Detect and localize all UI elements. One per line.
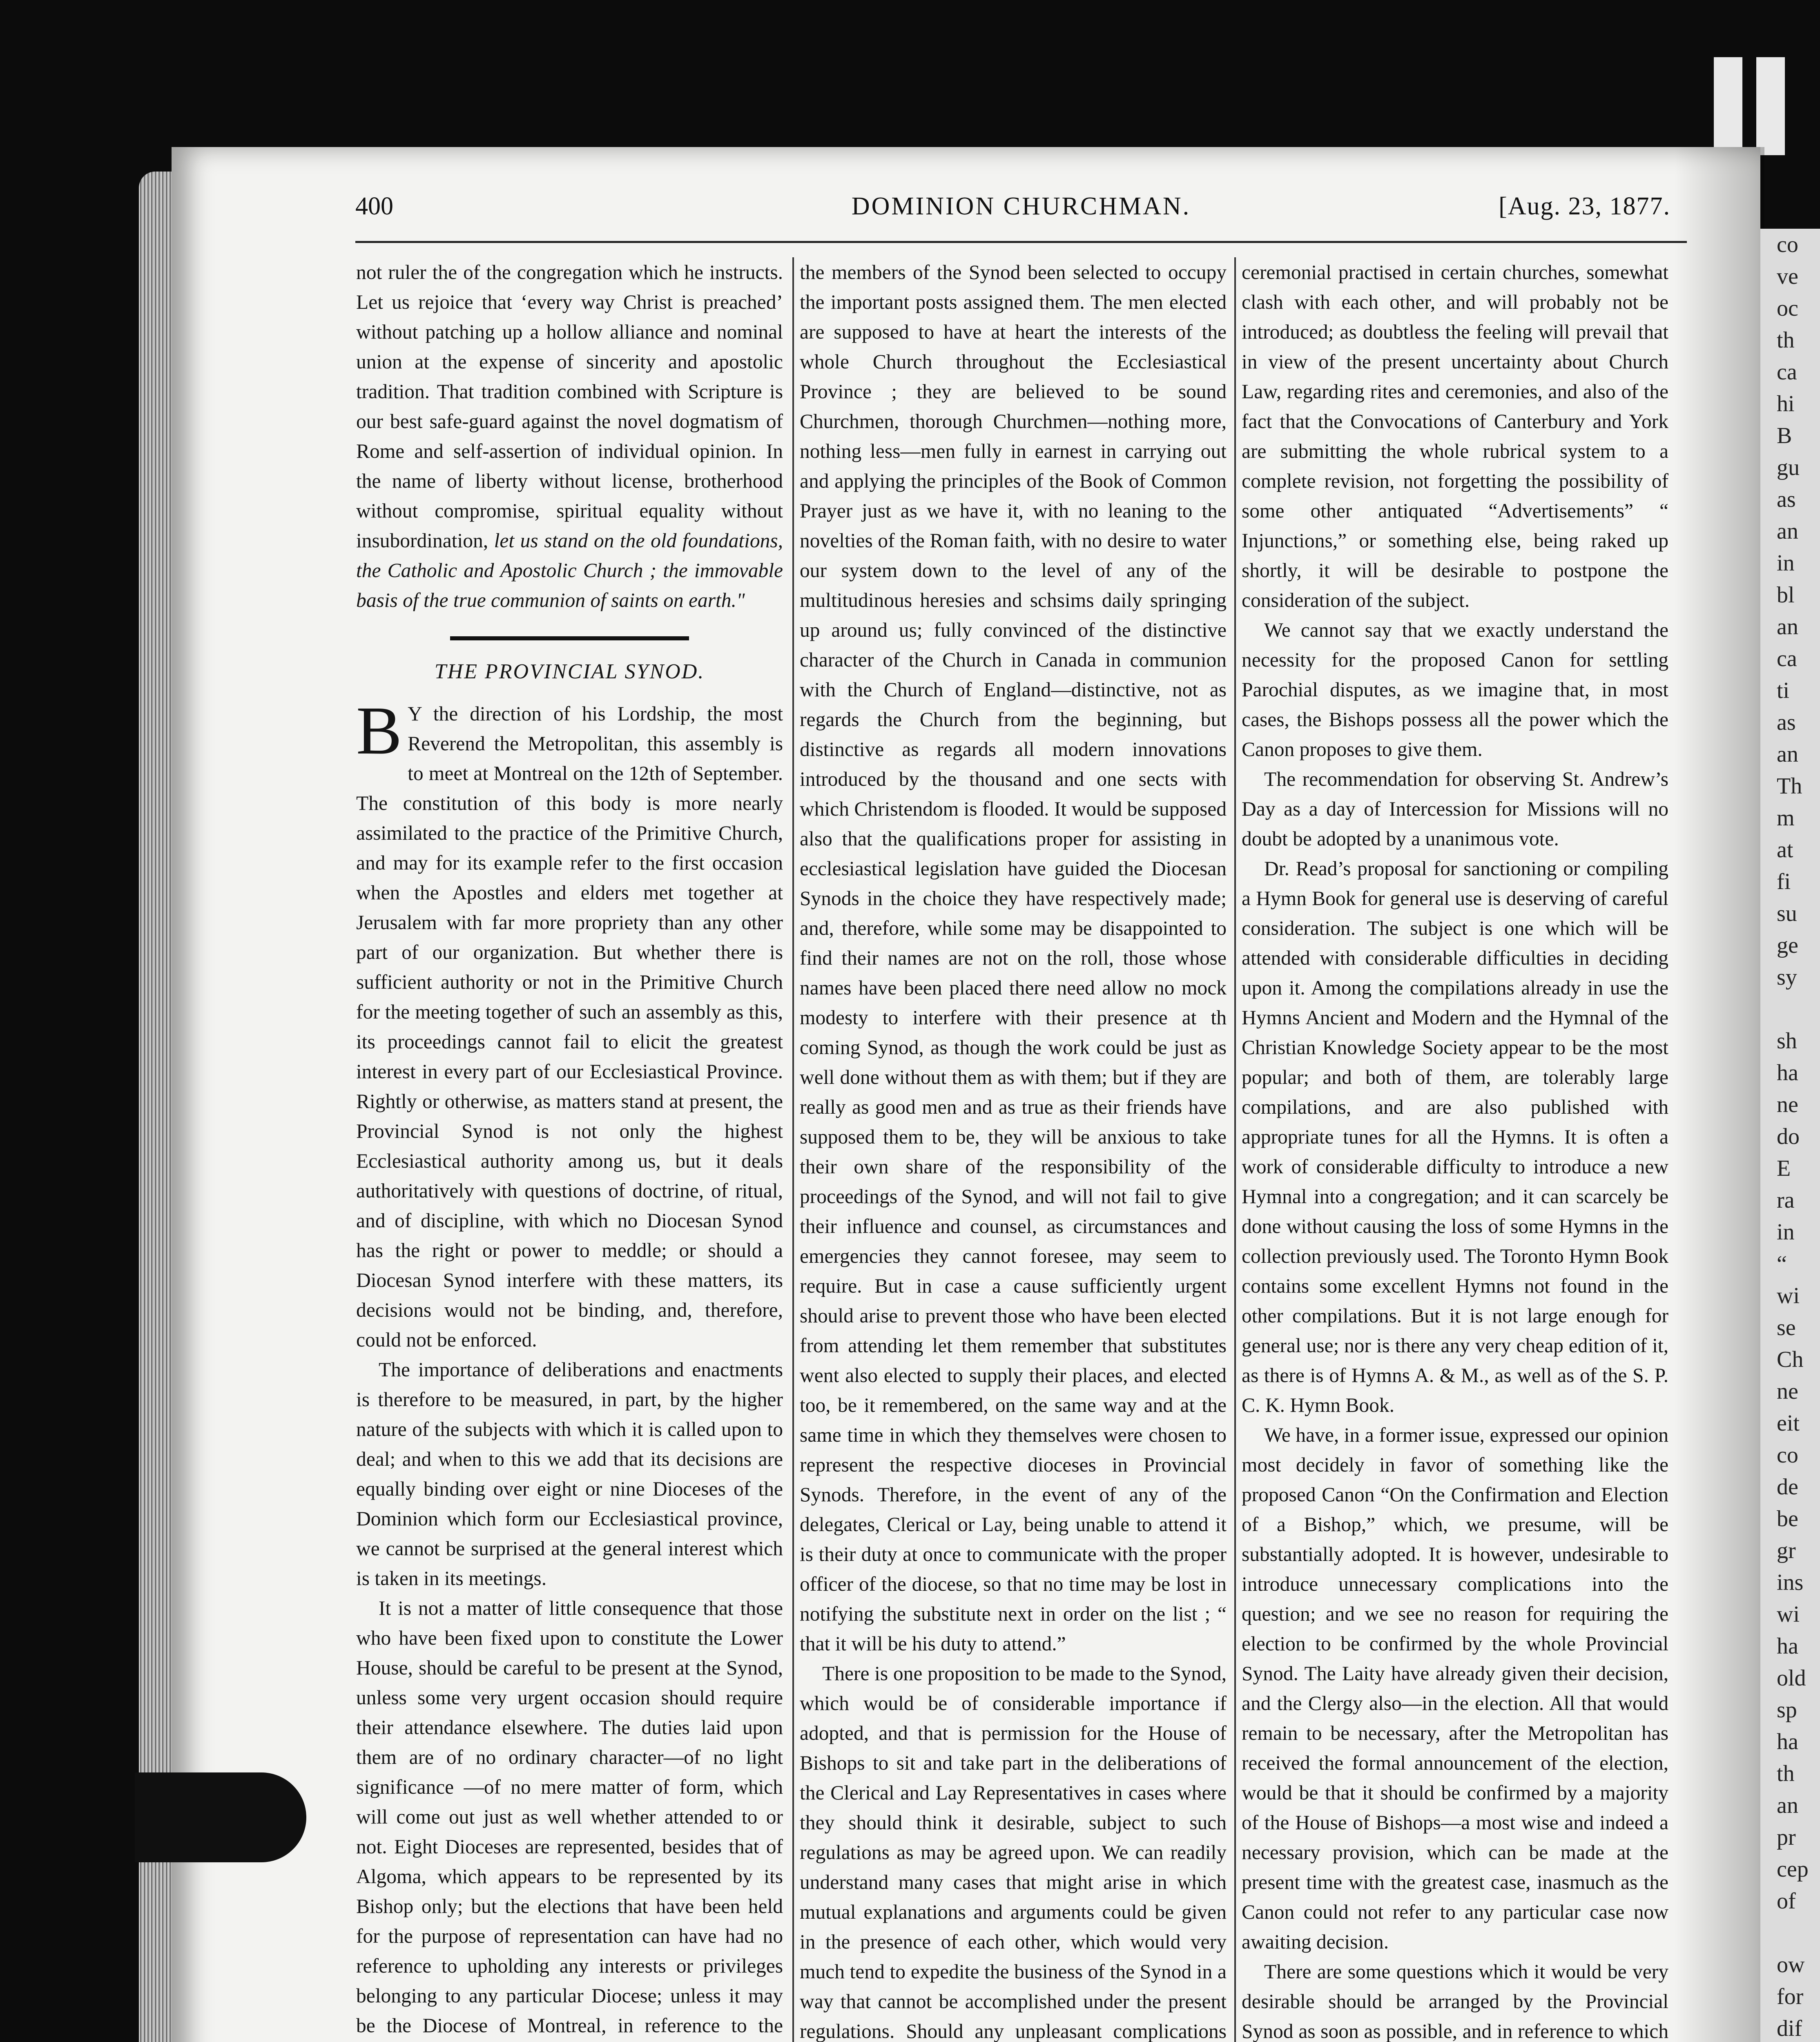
article-paragraph: The recommendation for observing St. Andrew’s Day as a day of Intercession for Missions will no doubt be adopted by a unanimous vote. [1242,768,1668,850]
column-divider [1234,257,1236,2042]
adjacent-page-fragment: of [1777,1888,1796,1914]
adjacent-page-fragment: se [1777,1315,1796,1340]
article-paragraph: The importance of deliberations and enactments is therefore to be measured, in part, by the higher nature of the subjects with which it is called upon to deal; and when to this we add that its decisions are equally binding over eight or nine Dioceses of the Dominion which form our Ecclesiastical province, we cannot be surprised at the general interest which is taken in its meetings. [356,1358,783,1589]
article-paragraph: There is one proposition to be made to the Synod, which would be of considerable importance if adopted, and that is permission for the House of Bishops to sit and take part in the deliberations of the Clerical and Lay Representatives in cases where they should think it desirable, subject to such regulations as may be agreed upon. We can readily understand many cases that might arise in which mutual explanations and arguments could be given in the presence of each other, which would very much tend to expedite the business of the Synod in a way that cannot be accomplished under the present regulations. Should any unpleasant complications [800,1662,1227,2042]
adjacent-page-fragment: in [1777,551,1795,576]
article-paragraph: Dr. Read’s proposal for sanctioning or compiling a Hymn Book for general use is deserving of careful consideration. The subject is one which will be attended with considerable difficulties in deciding upon it. Among the compilations already in use the Hymns Ancient and Modern and the Hymnal of the Christian Knowledge Society appear to be the most popular; and both of them, are tolerably large compilations, and are also published with appropriate tunes for all the Hymns. It is often a work of considerable difficulty to introduce a new Hymnal into a congregation; and it can scarcely be done without causing the loss of some Hymns in the collection previously used. The Toronto Hymn Book contains some excellent Hymns not found in the other compilations. But it is not large enough for general use; nor is there any very cheap edition of it, as there is of Hymns A. & M., as well as of the S. P. C. K. Hymn Book. [1242,857,1668,1416]
adjacent-page-fragment: wi [1777,1602,1800,1627]
adjacent-page-fragment: an [1777,742,1798,767]
page-number: 400 [355,192,393,220]
adjacent-page-fragment: an [1777,519,1798,544]
adjacent-page-fragment: ca [1777,646,1797,671]
adjacent-page-fragment: as [1777,710,1796,735]
adjacent-page-fragment: sp [1777,1697,1797,1723]
page-edges [139,172,176,2042]
issue-date: [Aug. 23, 1877. [1499,192,1671,220]
section-divider [450,636,689,640]
adjacent-page-fragment: th [1777,1761,1795,1786]
gutter-shadow [1675,147,1764,2042]
adjacent-page-fragment: ti [1777,678,1790,703]
adjacent-page-fragment: do [1777,1124,1800,1149]
adjacent-page-fragment: ge [1777,933,1798,958]
adjacent-page-fragment: ve [1777,264,1798,289]
adjacent-page-fragment: at [1777,837,1793,863]
adjacent-page-fragment: old [1777,1665,1806,1691]
header-rule [355,241,1687,243]
adjacent-page-fragment: m [1777,805,1795,831]
article-paragraph: the members of the Synod been selected to occupy the important posts assigned them. The men elected are supposed to have at heart the interests of the whole Church throughout the Ecclesiastical Province ; they are believed to be sound Churchmen, thorough Churchmen—nothing more, nothing less—men fully in earnest in carrying out and applying the principles of the Book of Common Prayer just as we have it, with no leaning to the novelties of the Roman faith, with no desire to water our system down to the level of any of the multitudinous heresies and schsims daily springing up around us; fully convinced of the distinctive character of the Church in Canada in communion with the Church of England—distinctive, not as regards the Church from the beginning, but distinctive as regards all modern innovations introduced by the thousand and one sects with which Christendom is flooded. It would be supposed also that the qualifications proper for assisting in ecclesiastical legislation have guided the Diocesan Synods in the choice they have respectively made; and, therefore, while some may be disappointed to find their names are not on the roll, those whose names have been placed there need allow no mock modesty to interfere with their presence at th coming Synod, as though the work could be just as well done without them as with them; but if they are really as good men and as true as their friends have supposed them to be, they will be anxious to take their own share of the responsibility of the proceedings of the Synod, and will not fail to give their influence and counsel, as circumstances and emergencies they cannot foresee, may seem to require. But in case a cause sufficiently urgent should arise to prevent those who have been elected from attending let them remember that substitutes went also elected to supply their places, and elected too, be it remembered, on the same way and at the same time in which they themselves were chosen to represent the respective dioceses in Provincial Synods. Therefore, in the event of any of the delegates, Clerical or Lay, being unable to attend it is their duty at once to communicate with the proper officer of the diocese, so that no time may be lost in notifying the substitute next in order on the list ; “ that it will be his duty to attend.” [800,261,1227,1655]
adjacent-page-fragment: th [1777,328,1795,353]
adjacent-page-fragment: “ [1777,1251,1787,1277]
article-paragraph: ceremonial practised in certain churches, somewhat clash with each other, and will probably not be introduced; as doubtless the feeling will prevail that in view of the present uncertainty about Church Law, regarding rites and ceremonies, and also of the fact that the Convocations of Canterbury and York are submitting the whole rubrical system to a complete revision, not forgetting the possibility of some other antiquated “Advertisements” “ Injunctions,” or something else, being raked up shortly, it will be desirable to postpone the consideration of the subject. [1242,261,1668,611]
column-divider [792,257,794,2042]
column-3 [1242,257,1668,2042]
adjacent-page-fragment: Ch [1777,1347,1804,1372]
adjacent-page-fragment: hi [1777,391,1795,417]
adjacent-page-fragment: ne [1777,1379,1798,1404]
adjacent-page-fragment: an [1777,614,1798,640]
adjacent-page-fragment: oc [1777,296,1798,321]
adjacent-page-fragment: eit [1777,1411,1800,1436]
adjacent-page-fragment: for [1777,1984,1804,2009]
adjacent-page-fragment [1760,1917,1820,1949]
column-1 [356,257,783,2042]
adjacent-page-fragment [1760,993,1820,1025]
adjacent-page-fragment: ins [1777,1570,1804,1595]
article-paragraph [356,693,783,1355]
adjacent-page-fragment: sy [1777,965,1797,990]
adjacent-page-fragment: co [1777,1442,1798,1468]
adjacent-page-fragment: co [1777,232,1798,257]
paragraph-text: Y the direction of his Lordship, the most Reverend the Metropolitan, this assembly is to meet at Montreal on the 12th of September. The constitution of this body is more nearly assimilated to the practice of the Primitive Church, and may for its example refer to the first occasion when the Apostles and elders met together at Jerusalem with far more propriety than any other part of our organization. But whether there is sufficient authority or not in the Primitive Church for the meeting together of such an assembly as this, its proceedings cannot fail to elicit the greatest interest in every part of our Ecclesiastical Province. Rightly or otherwise, as matters stand at present, the Provincial Synod is not only the highest Ecclesiastical authority among us, but it deals authoritatively with questions of doctrine, of ritual, and of discipline, with which no Diocesan Synod has the right or power to meddle; or should a Diocesan Synod interfere with these matters, its decisions would not be binding, and, therefore, could not be enforced. [356,702,783,1351]
masthead-title: DOMINION CHURCHMAN. [851,192,1191,220]
adjacent-page-fragment: ha [1777,1060,1798,1086]
binding-mark [1714,57,1742,155]
scanner-thumb [135,1772,306,1862]
article-paragraph [356,257,783,615]
page-header [355,192,1687,237]
adjacent-page-fragment: wi [1777,1283,1800,1309]
adjacent-page-fragment: Th [1777,774,1802,799]
paragraph-text: not ruler the of the congregation which he instructs. Let us rejoice that ‘every way Christ is preached’ without patching up a hollow alliance and nominal union at the expense of sincerity and apostolic tradition. That tradition combined with Scripture is our best safe-guard against the novel dogmatism of Rome and self-assertion of individual opinion. In the name of liberty without license, brotherhood without compromise, spiritual equality without insubordination, [356,261,783,552]
adjacent-page-strip [1760,229,1820,2042]
adjacent-page-fragment: B [1777,423,1792,448]
article-paragraph: We have, in a former issue, expressed our opinion most decidely in favor of something like the proposed Canon “On the Confirmation and Election of a Bishop,” which, we presume, will be substantially adopted. It is however, undesirable to introduce unnecessary complications into the question; and we see no reason for requiring the election to be confirmed by the whole Provincial Synod. The Laity have already given their decision, and the Clergy also—in the election. All that would remain to be necessary, after the Metropolitan has received the formal announcement of the election, would be that it should be confirmed by a majority of the House of Bishops—a most wise and indeed a necessary provision, which can be made at the present time with the greatest case, inasmuch as the Canon could not refer to any particular case now awaiting decision. [1242,1424,1668,1953]
adjacent-page-fragment: be [1777,1506,1798,1532]
article-paragraph: There are some questions which it would be very desirable should be arranged by the Provincial Synod as soon as possible, and in reference to which [1242,1960,1668,2042]
drop-cap: B [356,693,402,769]
adjacent-page-fragment: ra [1777,1188,1795,1213]
article-paragraph: It is not a matter of little consequence that those who have been fixed upon to constitute the Lower House, should be careful to be present at the Synod, unless some very urgent occasion should require their attendance elsewhere. The duties laid upon them are of no ordinary character—of no light significance —of no mere matter of form, which will come out just as well whether attended to or not. Eight Dioceses are represented, besides that of Algoma, which appears to be represented by its Bishop only; but the elections that have been held for the purpose of representation can have had no reference to upholding any interests or privileges belonging to any particular Diocese; unless it may be the Diocese of Montreal, in reference to the [356,1597,783,2037]
adjacent-page-fragment: dif [1777,2016,1802,2041]
adjacent-page-fragment: an [1777,1793,1798,1818]
binding-mark [1756,57,1785,155]
adjacent-page-fragment: su [1777,901,1797,926]
adjacent-page-fragment: pr [1777,1825,1796,1850]
adjacent-page-fragment: ne [1777,1092,1798,1117]
article-paragraph: We cannot say that we exactly understand the necessity for the proposed Canon for settling Parochial disputes, as we imagine that, in most cases, the Bishops possess all the power which the Canon proposes to give them. [1242,619,1668,760]
adjacent-page-fragment: fi [1777,869,1791,894]
adjacent-page-text [1760,229,1820,2042]
adjacent-page-fragment: in [1777,1219,1795,1245]
adjacent-page-fragment: gr [1777,1538,1796,1563]
paragraph-italic-text: let us stand on the old foundations, the Catholic and Apostolic Church ; the immovable basis of the true communion of saints on earth." [356,529,783,611]
adjacent-page-fragment: ca [1777,359,1797,385]
adjacent-page-fragment: ha [1777,1634,1798,1659]
adjacent-page-fragment: ha [1777,1729,1798,1754]
adjacent-page-fragment: as [1777,487,1796,512]
adjacent-page-fragment: ow [1777,1952,1805,1977]
adjacent-page-fragment: cep [1777,1857,1809,1882]
adjacent-page-fragment: de [1777,1474,1798,1500]
adjacent-page-fragment: E [1777,1156,1791,1181]
adjacent-page-fragment: sh [1777,1028,1797,1054]
adjacent-page-fragment: gu [1777,455,1800,480]
adjacent-page-fragment: bl [1777,582,1795,608]
column-2 [800,257,1227,2042]
section-title: THE PROVINCIAL SYNOD. [434,660,705,683]
